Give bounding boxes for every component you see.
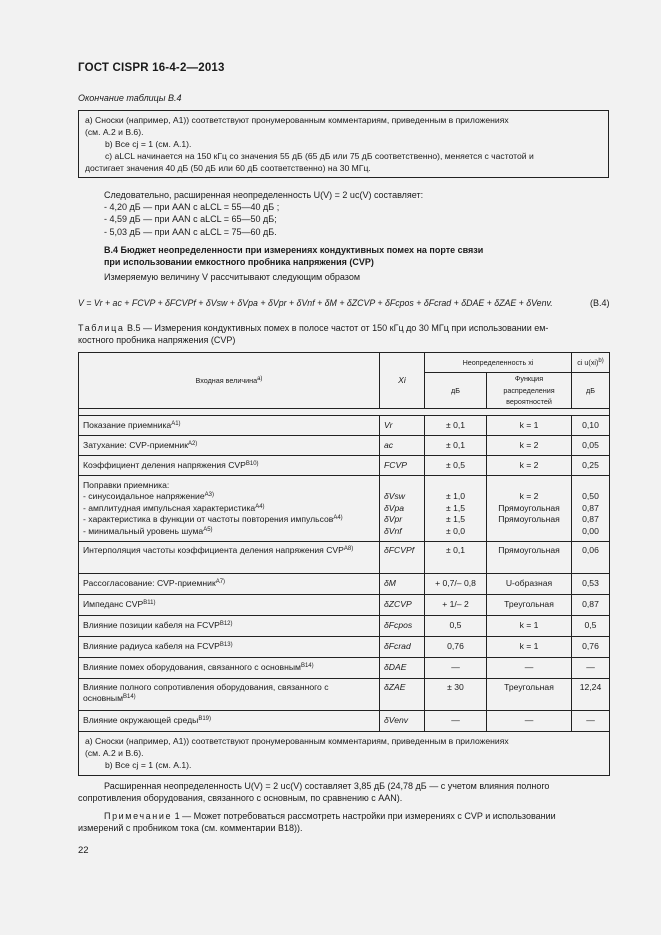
intro-item-3: - 5,03 дБ — при AAN с aLCL = 75—60 дБ. (104, 226, 277, 237)
table-foot-b: b) Все cj = 1 (см. А.1). (105, 760, 192, 770)
table-foot-a-line2: (см. А.2 и В.6). (85, 748, 144, 758)
equation-b4: V = Vr + ac + FCVP + δFCVPf + δVsw + δVpa + δVpr + δVnf + δM + δZCVP + δFcpos + δFcrad + δDAE + δZAE + δVenv. (78, 298, 553, 308)
section-heading-line2: при использовании емкостного пробника напряжения (CVP) (104, 257, 374, 268)
table-title-line2: костного пробника напряжения (CVP) (78, 335, 236, 346)
intro-item-1: - 4,20 дБ — при AAN с aLCL = 55—40 дБ ; (104, 202, 280, 213)
intro-block (78, 189, 609, 238)
page-number: 22 (78, 845, 89, 856)
table-b5-title (78, 322, 609, 346)
table-title-line1: В.5 — Измерения кондуктивных помех в полосе частот от 150 кГц до 30 МГц при использовании ем- (127, 323, 549, 333)
equation-number: (В.4) (590, 298, 610, 308)
intro-item-2: - 4,59 дБ — при AAN с aLCL = 65—50 дБ; (104, 214, 277, 225)
table-footnotes (79, 732, 610, 776)
note-line2: измерений с пробником тока (см. комментарии B18)). (78, 823, 303, 834)
table-row: Импеданс $CVP^{B11)}$ δZCVP + 1/– 2 Треугольная 0,87 (79, 595, 610, 616)
table-row: Интерполяция частоты коэффициента деления напряжения $CVP^{A8)}$ δFCVPf ± 0,1 Прямоугольная 0,06 (79, 542, 610, 574)
col-db-2: дБ (572, 373, 610, 409)
note-paragraph (78, 810, 609, 834)
table-title-prefix: Таблица (78, 323, 125, 333)
note-label: Примечание (104, 811, 173, 821)
table-b4-footnotes (78, 110, 609, 178)
table-row: Коэффициент деления напряжения $CVP^{B10)}$ FCVP ± 0,5 k = 2 0,25 (79, 456, 610, 476)
col-ci-u: ci u(xi)$^{b)}$ (572, 353, 610, 373)
table-foot-a-line1: a) Сноски (например, A1)) соответствуют пронумерованным комментариям, приведенным в приложениях (85, 736, 509, 746)
col-distribution: Функция распределения вероятностей (487, 373, 572, 409)
result-line1: Расширенная неопределенность U(V) = 2 uc(V) составляет 3,85 дБ (24,78 дБ — с учетом влияния полного (104, 781, 550, 791)
table-row: Влияние позиции кабеля на $FCVP^{B12)}$ δFcpos 0,5 k = 1 0,5 (79, 616, 610, 637)
table-row: Влияние окружающей среды$^{B19)}$ δVenv — — — (79, 711, 610, 732)
footnote-a-line2: (см. А.2 и В.6). (85, 127, 144, 137)
table-row-receiver-corrections: Поправки приемника: - синусоидальное напряжение$^{A3)}$ - амплитудная импульсная характеристика$^{A4)}$ - характеристика в функции от частоты повторения импульсов$^{A4)}$ - минимальный уровень шума$^{A5)}$ δVsw δVpa δVpr δVnf ± 1,0 ± 1,5 ± 1,5 ± 0,0 k = 2 Прямоугольная Прямоугольная 0,50 0,87 0,87 0,00 (79, 476, 610, 542)
section-heading-line1: В.4 Бюджет неопределенности при измерениях кондуктивных помех на порте связи (104, 245, 484, 255)
table-row: Показание приемника$^{A1)}$ Vr ± 0,1 k = 1 0,10 (79, 416, 610, 436)
table-row: Влияние радиуса кабеля на $FCVP^{B13)}$ δFcrad 0,76 k = 1 0,76 (79, 637, 610, 658)
col-xi: Xi (380, 353, 425, 409)
section-heading (78, 244, 609, 268)
table-row: Влияние помех оборудования, связанного с основным$^{B14)}$ δDAE — — — (79, 658, 610, 679)
table-row: Рассогласование: CVP-приемник$^{A7)}$ δM + 0,7/– 0,8 U-образная 0,53 (79, 574, 610, 595)
col-input-quantity: Входная величина$^{a)}$ (79, 353, 380, 409)
col-uncertainty: Неопределенность xi (425, 353, 572, 373)
standard-header: ГОСТ CISPR 16-4-2—2013 (78, 62, 225, 74)
uncertainty-table (78, 352, 610, 776)
intro-line: Следовательно, расширенная неопределенность U(V) = 2 uc(V) составляет: (104, 190, 424, 200)
note-line1: 1 — Может потребоваться рассмотреть настройки при измерениях с CVP и использовании (174, 811, 556, 821)
col-db: дБ (425, 373, 487, 409)
result-line2: сопротивления оборудования, связанного с основным, по сравнению с AAN). (78, 793, 403, 804)
footnote-c-line1: c) aLCL начинается на 150 кГц со значения 55 дБ (65 дБ или 75 дБ соответственно), меняется с частотой и (105, 151, 534, 161)
table-continuation-caption: Окончание таблицы В.4 (78, 93, 182, 103)
measurand-text: Измеряемую величину V рассчитывают следующим образом (104, 272, 361, 282)
table-row: Влияние полного сопротивления оборудования, связанного с основным$^{B14)}$ δZAE ± 30 Треугольная 12,24 (79, 679, 610, 711)
footnote-a-line1: a) Сноски (например, A1)) соответствуют пронумерованным комментариям, приведенным в приложениях (85, 115, 509, 125)
table-row: Затухание: CVP-приемник$^{A2)}$ ac ± 0,1 k = 2 0,05 (79, 436, 610, 456)
footnote-c-line2: достигает значения 40 дБ (50 дБ или 60 дБ соответственно) на 30 МГц. (85, 163, 371, 173)
result-paragraph (78, 780, 609, 804)
footnote-b: b) Все cj = 1 (см. А.1). (105, 139, 192, 149)
